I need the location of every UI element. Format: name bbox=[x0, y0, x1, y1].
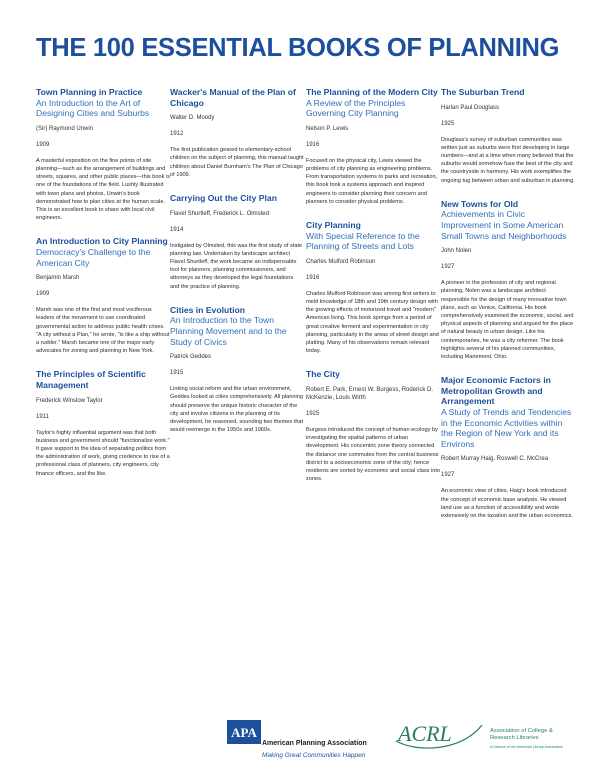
book-description: Focused on the physical city, Lewis viewed the problems of city planning as engineering problems. From transportation systems to parks and recreation, this book took a systems approach and inspired engineers to consider planning their concern and planners to consider physical problems. bbox=[306, 157, 438, 205]
book-title: New Towns for Old bbox=[441, 198, 519, 209]
book-year: 1916 bbox=[306, 274, 320, 281]
book-description: Burgess introduced the concept of human ecology by investigating the spatial patterns of urban development. His concentric zone theory connected the distance one commutes from the central business district to a socioeconomic zone of the city; hence residents are sorted by economic and social class into zones. bbox=[306, 427, 441, 483]
book-description: The first publication geared to elementary-school children on the subject of planning, this manual taught children about Daniel Burnham's The Plan of Chicago of 1909. bbox=[170, 147, 304, 178]
book-title: Carrying Out the City Plan bbox=[170, 193, 277, 203]
book-title: The Planning of the Modern City bbox=[306, 87, 438, 97]
book-description: Marsh was one of the first and most vociferous leaders of the movement to use coordinated governmental action to address public health crises. "A city without a Plan," he wrote, "is like a ship without a rudder." Marsh became one of the major early advocates for zoning and planning in New York. bbox=[36, 307, 170, 355]
book-entry bbox=[170, 87, 304, 179]
book-year: 1925 bbox=[441, 120, 455, 127]
book-title: Town Planning in Practice bbox=[36, 87, 143, 97]
book-year: 1911 bbox=[36, 413, 49, 420]
apa-logo-text: APA bbox=[231, 725, 257, 740]
book-title: An Introduction to City Planning bbox=[36, 236, 168, 247]
book-author: Patrick Geddes bbox=[170, 354, 212, 361]
apa-name: American Planning Association bbox=[262, 740, 367, 747]
book-description: A pioneer in the profession of city and regional planning, Nolen was a landscape architect responsible for the design of many innovative town plans, such as Venice, California. His book comprehensively examined the economic, social, and physical aspects of planning and argued for the place of natural beauty in urban design. Like his contemporaries, he was a city reformer. The book highlights several of his planned communities, including Mariemont, Ohio. bbox=[441, 280, 574, 361]
book-year: 1909 bbox=[36, 291, 50, 298]
book-title: Wacker's Manual of the Plan of Chicago bbox=[170, 87, 296, 108]
book-author: Robert Murray Haig, Roswell C. McCrea bbox=[441, 456, 549, 463]
book-title: Major Economic Factors in Metropolitan Growth and Arrangement bbox=[441, 375, 551, 407]
footer bbox=[0, 715, 600, 770]
book-author: Nelson P. Lewis bbox=[306, 125, 349, 132]
book-subtitle: An Introduction to the Town Planning Movement and to the Study of Civics bbox=[170, 315, 287, 347]
book-description: Instigated by Olmsted, this was the first study of state planning law. Undertaken by landscape architect Flavel Shurtleff, the work became an indispensable tool for planners, planning commissioners, and attorneys as they developed the legal foundations and the practice of planning. bbox=[170, 242, 303, 290]
book-subtitle: With Special Reference to the Planning of Streets and Lots bbox=[306, 230, 420, 252]
book-subtitle: Achievements in Civic Improvement in Some American Small Towns and Neighborhoods bbox=[441, 209, 567, 241]
book-entry bbox=[441, 87, 575, 185]
book-year: 1915 bbox=[170, 370, 184, 377]
acrl-logo-text: ACRL bbox=[398, 721, 452, 746]
book-author: (Sir) Raymond Unwin bbox=[36, 125, 94, 132]
acrl-division: A Division of the American Library Association bbox=[490, 745, 563, 749]
book-subtitle: Democracy's Challenge to the American City bbox=[36, 247, 151, 268]
book-author: Walter D. Moody bbox=[170, 115, 215, 122]
book-author: Flavel Shurtleff, Frederick L. Olmsted bbox=[170, 210, 269, 217]
column-2 bbox=[170, 87, 304, 448]
book-title: The City bbox=[306, 369, 340, 380]
apa-logo bbox=[226, 719, 262, 747]
book-entry bbox=[170, 305, 304, 435]
book-year: 1912 bbox=[170, 131, 184, 138]
acrl-org-name: Association of College & Research Libraries bbox=[490, 728, 553, 741]
book-entry bbox=[306, 87, 440, 206]
book-year: 1927 bbox=[441, 264, 455, 271]
book-entry bbox=[36, 87, 170, 222]
book-title: The Principles of Scientific Management bbox=[36, 369, 146, 390]
book-year: 1916 bbox=[306, 141, 320, 148]
book-entry bbox=[306, 369, 440, 483]
book-title: City Planning bbox=[306, 220, 361, 230]
book-author: Benjamin Marsh bbox=[36, 275, 80, 282]
book-description: A masterful exposition on the fine points of site planning—such as the arrangement of buildings and streets, squares, and other public places—this book is one of the foundations of the field. Lushly illustrated with town plans and photos, Unwin's book demonstrated how to plan cities at the human scale. This is an excellent book to share with local civil engineers. bbox=[36, 157, 171, 222]
book-title: The Suburban Trend bbox=[441, 87, 525, 97]
book-description: Linking social reform and the urban environment, Geddes looked at cities comprehensively. All planning should preserve the unique historic character of the city and involve citizens in the planning of its development, he reasoned, sounding two themes that would reemerge in the 1950s and 1960s. bbox=[170, 386, 304, 434]
column-1 bbox=[36, 87, 170, 492]
book-description: Charles Mulford Robinson was among first writers to meld knowledge of 18th and 19th century design with the growing effects of motorized travel and "modern" American living. This book springs from a period of great creative ferment and experimentation in city planning, particularly in the areas of street design and platting. Many of his observations remain relevant today. bbox=[306, 290, 439, 355]
acrl-logo bbox=[392, 719, 484, 751]
book-subtitle: An Introduction to the Art of Designing Cities and Suburbs bbox=[36, 97, 150, 119]
book-author: John Nolen bbox=[441, 248, 472, 255]
page-title: THE 100 ESSENTIAL BOOKS OF PLANNING bbox=[36, 34, 560, 62]
book-entry bbox=[36, 236, 170, 355]
book-entry bbox=[441, 199, 575, 361]
book-description: Douglass's survey of suburban communities was written just as suburbs were first developing in large numbers—and at a time when many believed that the suburbs would somehow fuse the best of the city and the countryside in harmony. His work exemplifies the ongoing tug between urban and suburban in planning. bbox=[441, 136, 575, 184]
book-subtitle: A Study of Trends and Tendencies in the Economic Activities within the Region of New York and its Environs bbox=[441, 407, 572, 449]
book-title: Cities in Evolution bbox=[170, 304, 245, 315]
book-entry bbox=[441, 375, 575, 520]
book-description: Taylor's highly influential argument was that both business and government should "functionalize work." It gave support to the idea of separating politics from the administration of work, giving credence to rise of a professional class of planners, city engineers, city finance officers, and the like. bbox=[36, 429, 170, 477]
book-entry bbox=[170, 193, 304, 291]
book-author: Harlan Paul Douglass bbox=[441, 104, 500, 111]
book-author: Frederick Winslow Taylor bbox=[36, 397, 103, 404]
book-entry bbox=[306, 220, 440, 355]
book-year: 1914 bbox=[170, 226, 184, 233]
book-subtitle: A Review of the Principles Governing City Planning bbox=[306, 97, 406, 119]
book-year: 1927 bbox=[441, 472, 455, 479]
book-description: An economic view of cities, Haig's book introduced the concept of economic base analysis. He viewed land use as a function of accessibility and wrote extensively on the taxation and the urban economics. bbox=[441, 488, 573, 519]
book-entry bbox=[36, 369, 170, 477]
column-4 bbox=[441, 87, 575, 534]
book-year: 1925 bbox=[306, 411, 320, 417]
column-3 bbox=[306, 87, 440, 497]
book-author: Charles Mulford Robinson bbox=[306, 258, 376, 265]
book-author: Robert E. Park, Ernest W. Burgess, Roderick D. McKenzie, Louis Wirth bbox=[306, 387, 434, 401]
apa-tagline: Making Great Communities Happen bbox=[262, 752, 366, 759]
book-year: 1909 bbox=[36, 141, 50, 148]
